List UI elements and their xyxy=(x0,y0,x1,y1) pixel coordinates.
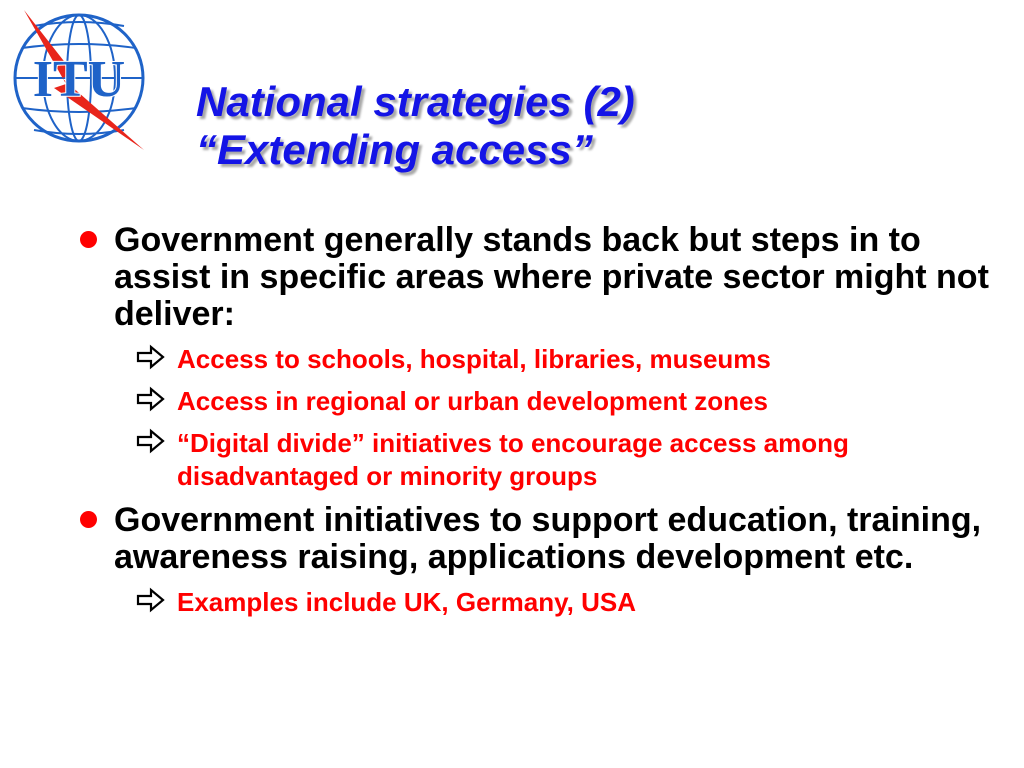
logo-text: ITU xyxy=(32,51,126,108)
sub-item xyxy=(78,343,1008,376)
bullet-item xyxy=(78,502,1008,576)
sub-list xyxy=(78,343,1008,493)
sub-list xyxy=(78,586,1008,619)
slide-title xyxy=(196,78,635,174)
sub-item xyxy=(78,427,1008,493)
bullet-text: Government generally stands back but steps in to assist in specific areas where private sector might not deliver: xyxy=(114,221,989,333)
arrow-right-icon xyxy=(136,587,166,613)
bullet-item xyxy=(78,222,1008,333)
bullet-dot-icon xyxy=(80,511,97,528)
arrow-right-icon xyxy=(136,344,166,370)
sub-item xyxy=(78,385,1008,418)
sub-item-text: Access to schools, hospital, libraries, museums xyxy=(177,344,771,374)
arrow-right-icon xyxy=(136,428,166,454)
sub-item-text: “Digital divide” initiatives to encourage access among disadvantaged or minority groups xyxy=(177,428,849,491)
sub-item xyxy=(78,586,1008,619)
sub-item-text: Access in regional or urban development zones xyxy=(177,386,768,416)
title-line-2: “Extending access” xyxy=(196,126,593,173)
arrow-right-icon xyxy=(136,386,166,412)
bullet-dot-icon xyxy=(80,231,97,248)
slide-content xyxy=(78,222,1008,628)
sub-item-text: Examples include UK, Germany, USA xyxy=(177,587,636,617)
itu-logo xyxy=(4,4,154,154)
title-line-1: National strategies (2) xyxy=(196,78,635,125)
bullet-text: Government initiatives to support education, training, awareness raising, applications development etc. xyxy=(114,501,982,576)
